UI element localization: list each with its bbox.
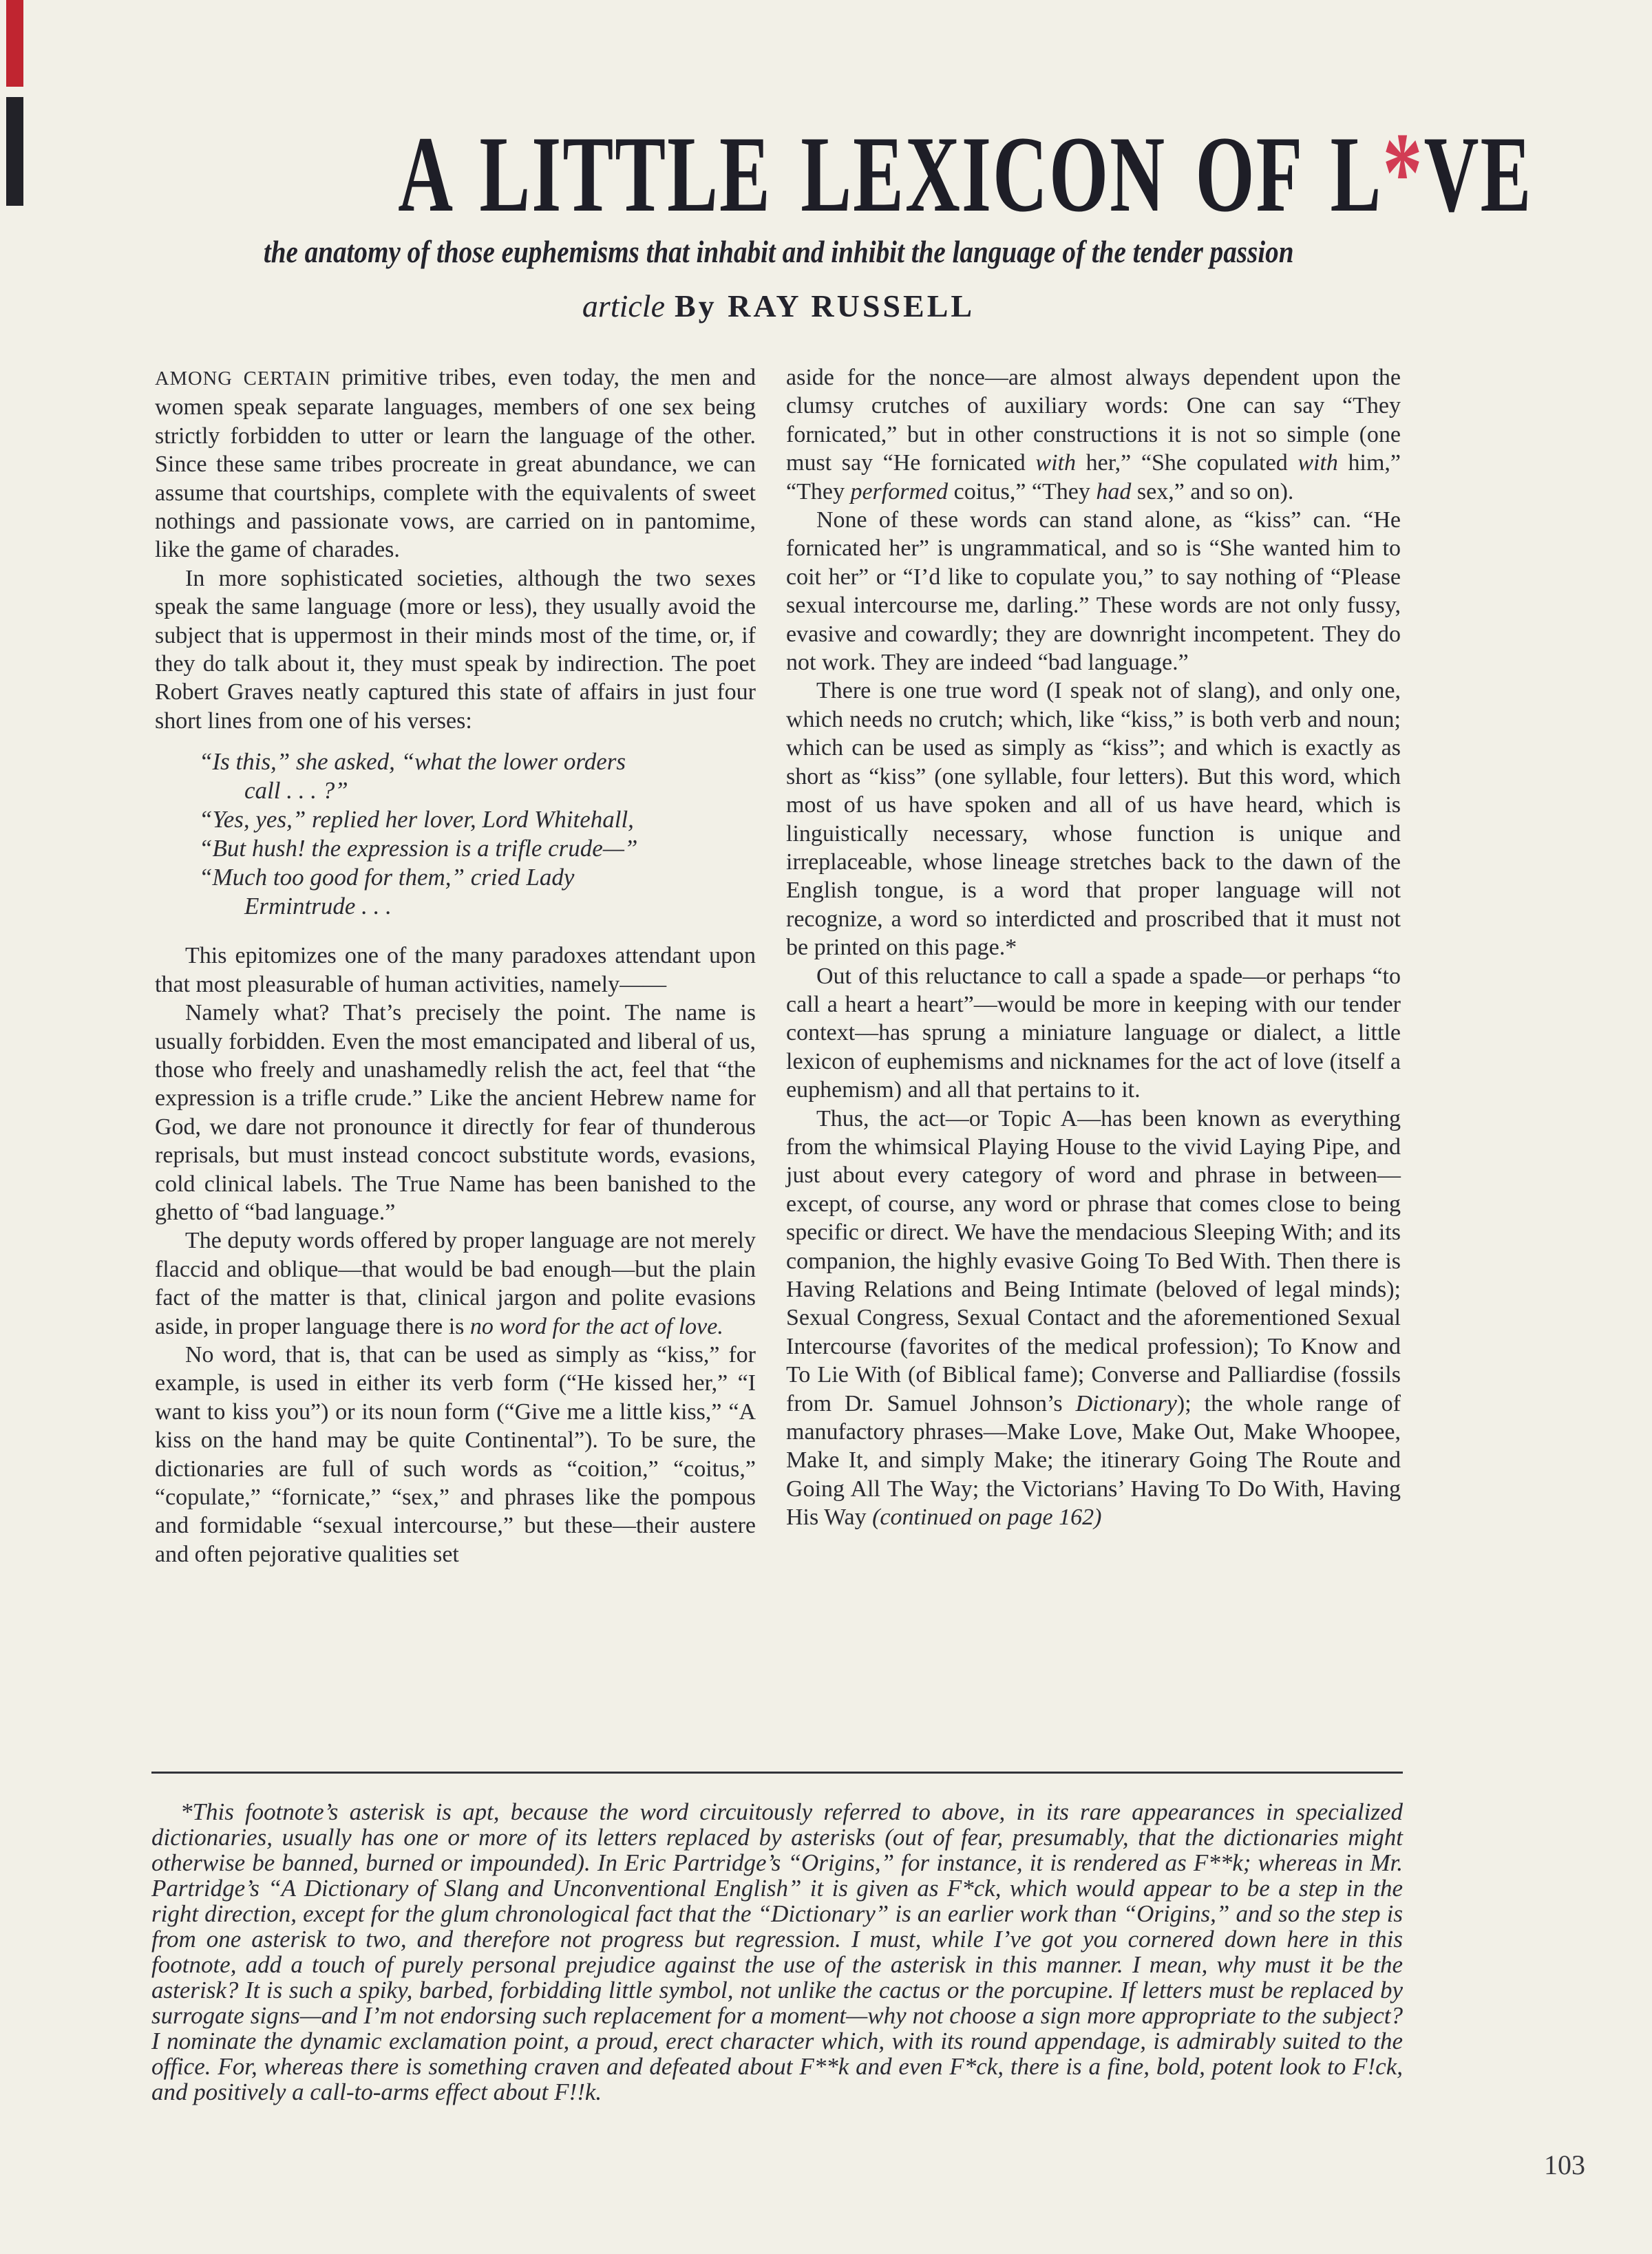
paragraph: Thus, the act—or Topic A—has been known as everything from the whimsical Playing House to the vivid Laying Pipe, and just about every category of word and phrase in between—except, of course, any word or phrase that comes close to being specific or direct. We have the mendacious Sleeping With; and its companion, the highly evasive Going To Bed With. Then there is Having Relations and Being Intimate (beloved of legal minds); Sexual Congress, Sexual Contact and the aforementioned Sexual Intercourse (favorites of the medical profession); To Know and To Lie With (of Biblical fame); Converse and Palliardise (fossils from Dr. Samuel Johnson’s Dictionary); the whole range of manufactory phrases—Make Love, Make Out, Make Whoopee, Make It, and simply Make; the itinerary Going The Route and Going All The Way; the Victorians’ Having To Do With, Having His Way (continued on page 162): [786, 1105, 1401, 1531]
paragraph: There is one true word (I speak not of slang), and only one, which needs no crutch; which, like “kiss,” is both verb and noun; which can be used as simply as “kiss”; and which is exactly as short as “kiss” (one syllable, four letters). But this word, which most of us have spoken and all of us have heard, which is linguistically necessary, whose function is unique and irreplaceable, whose lineage stretches back to the dawn of the English tongue, is a word that proper language will not recognize, a word so interdicted and proscribed that it must not be printed on this page.*: [786, 678, 1401, 961]
page-number: 103: [1544, 2149, 1585, 2180]
verse-line: “Yes, yes,” replied her lover, Lord Whitehall,: [199, 806, 634, 833]
paragraph: The deputy words offered by proper language are not merely flaccid and oblique—that would be bad enough—but the plain fact of the matter is that, clinical jargon and polite evasions aside, in proper language there is no word for the act of love.: [155, 1228, 756, 1339]
left-column: [155, 363, 756, 1569]
byline-article-label: article: [582, 288, 665, 323]
article-subtitle: [155, 235, 1402, 270]
verse-block: [199, 747, 756, 921]
verse-line: “Much too good for them,” cried Lady: [199, 864, 575, 891]
paragraph: None of these words can stand alone, as “kiss” can. “He fornicated her” is ungrammatical, and so is “She wanted him to coit her” or “I’d like to copulate you,” to say nothing of “Please sexual intercourse me, darling.” These words are not only fussy, evasive and cowardly; they are downright incompetent. They do not work. They are indeed “bad language.”: [786, 507, 1401, 676]
verse-line: call . . . ?”: [244, 777, 348, 805]
paragraph: This epitomizes one of the many paradoxes attendant upon that most pleasurable of human activities, namely——: [155, 943, 756, 997]
byline: [155, 289, 1402, 324]
page-edge-mark-dark: [6, 97, 23, 206]
article-subtitle-text: the anatomy of those euphemisms that inhabit and inhibit the language of the tender passion: [263, 235, 1294, 269]
footnote-rule: [151, 1772, 1403, 1774]
page-edge-mark-red: [6, 0, 23, 87]
paragraph: AMONG CERTAIN primitive tribes, even today, the men and women speak separate languages, members of one sex being strictly forbidden to utter or learn the language of the other. Since these same tribes procreate in great abundance, we can assume that courtships, complete with the equivalents of sweet nothings and passionate vows, are carried on in pantomime, like the game of charades.: [155, 365, 756, 563]
article-title: [155, 109, 1533, 235]
title-text-pre: A LITTLE LEXICON OF L: [398, 114, 1383, 235]
right-column: [786, 363, 1401, 1532]
paragraph: No word, that is, that can be used as simply as “kiss,” for example, is used in either its verb form (“He kissed her,” “I want to kiss you”) or its noun form (“Give me a little kiss,” “A kiss on the hand may be quite Continental”). To be sure, the dictionaries are full of such words as “coition,” “coitus,” “copulate,” “fornicate,” “sex,” and phrases like the pompous and formidable “sexual intercourse,” but these—their austere and often pejorative qualities set: [155, 1341, 756, 1567]
paragraph: aside for the nonce—are almost always dependent upon the clumsy crutches of auxiliary words: One can say “They fornicated,” but in other constructions it is not so simple (one must say “He fornicated with her,” “She copulated with him,” “They performed coitus,” “They had sex,” and so on).: [786, 365, 1401, 504]
paragraph: Out of this reluctance to call a spade a spade—or perhaps “to call a heart a heart”—would be more in keeping with our tender context—has sprung a miniature language or dialect, a little lexicon of euphemisms and nicknames for the act of love (itself a euphemism) and all that pertains to it.: [786, 963, 1401, 1103]
footnote: *This footnote’s asterisk is apt, because the word circuitously referred to above, in its rare appearances in specialized dictionaries, usually has one or more of its letters replaced by asterisks (out of fear, presumably, that the dictionaries might otherwise be banned, burned or impounded). In Eric Partridge’s “Origins,” for instance, it is rendered as F**k; whereas in Mr. Partridge’s “A Dictionary of Slang and Unconventional English” it is given as F*ck, which would appear to be a step in the right direction, except for the glum chronological fact that the “Dictionary” is an earlier work than “Origins,” and so the step is from one asterisk to two, and therefore not progress but regression. I must, while I’ve got you cornered down here in this footnote, add a touch of purely personal prejudice against the use of the asterisk in this manner. I mean, why must it be the asterisk? It is such a spiky, barbed, forbidding little symbol, not unlike the cactus or the porcupine. If letters must be replaced by surrogate signs—and I’m not endorsing such replacement for a moment—why not choose a sign more appropriate to the subject? I nominate the dynamic exclamation point, a proud, erect character which, with its round appendage, is admirably suited to the office. For, whereas there is something craven and defeated about F**k and even F*ck, there is a fine, bold, potent look to F!ck, and positively a call-to-arms effect about F!!k.: [151, 1798, 1403, 2105]
verse-line: “Is this,” she asked, “what the lower orders: [199, 748, 626, 776]
paragraph: In more sophisticated societies, although the two sexes speak the same language (more or less), they usually avoid the subject that is uppermost in their minds most of the time, or, if they do talk about it, they must speak by indirection. The poet Robert Graves neatly captured this state of affairs in just four short lines from one of his verses:: [155, 565, 756, 734]
verse-line: “But hush! the expression is a trifle crude—”: [199, 835, 638, 862]
title-text-post: VE: [1423, 114, 1533, 235]
title-asterisk: *: [1382, 109, 1424, 235]
byline-author: By RAY RUSSELL: [675, 288, 975, 323]
paragraph: Namely what? That’s precisely the point. The name is usually forbidden. Even the most emancipated and liberal of us, those who freely and unashamedly relish the act, feel that “the expression is a trifle crude.” Like the ancient Hebrew name for God, we dare not pronounce it directly for fear of thunderous reprisals, but must instead concoct substitute words, evasions, cold clinical labels. The True Name has been banished to the ghetto of “bad language.”: [155, 1000, 756, 1225]
verse-line: Ermintrude . . .: [244, 893, 392, 920]
